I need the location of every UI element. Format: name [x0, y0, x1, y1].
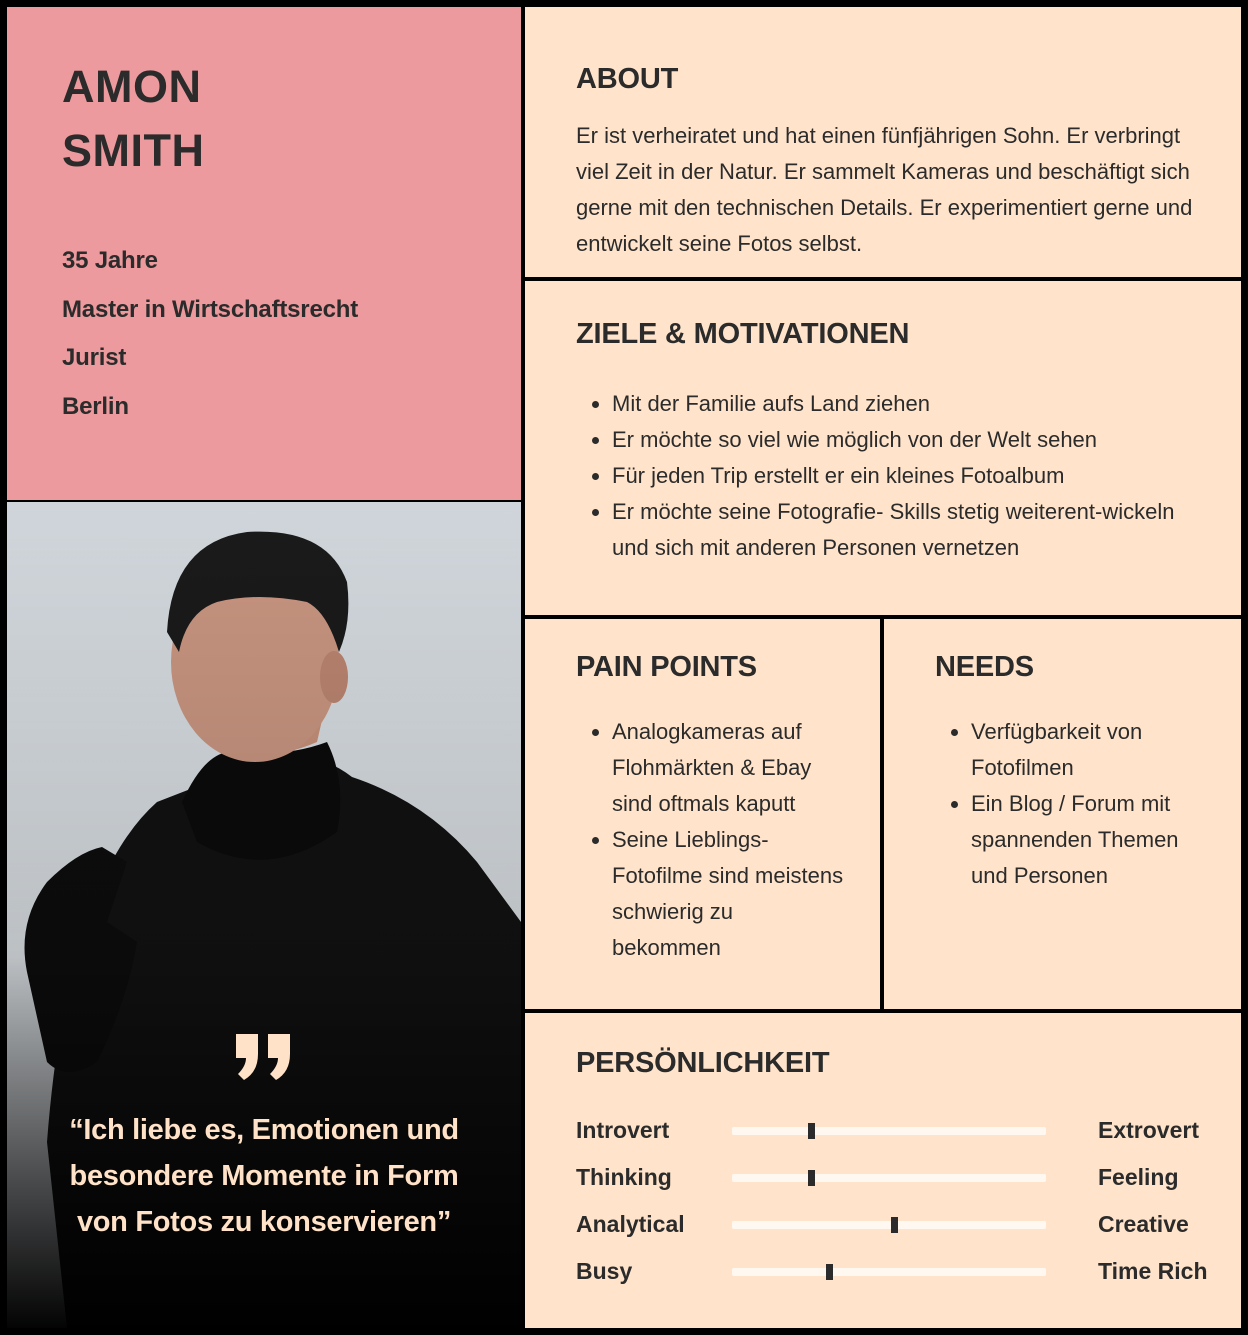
quote-mark-icon [7, 1030, 521, 1087]
goals-title: ZIELE & MOTIVATIONEN [576, 318, 910, 350]
pain-points-panel [525, 619, 880, 1009]
first-name: AMON [62, 61, 202, 112]
persona-quote: “Ich liebe es, Emotionen und besondere Momente in Form von Fotos zu konservieren” [69, 1114, 459, 1238]
personality-title: PERSÖNLICHKEIT [576, 1047, 830, 1079]
list-item: • Analogkameras auf Flohmärkten & Ebay sind oftmals kaputt [612, 714, 844, 822]
list-item: • Mit der Familie aufs Land ziehen [612, 386, 1192, 422]
list-item: • Für jeden Trip erstellt er ein kleines Fotoalbum [612, 458, 1192, 494]
about-title: ABOUT [576, 63, 679, 95]
fact-job: Jurist [62, 344, 127, 371]
list-item: • Seine Lieblings-Fotofilme sind meistens schwierig zu bekommen [612, 822, 844, 966]
trait-right-label: Extrovert [1098, 1117, 1199, 1143]
goals-list [576, 386, 1192, 566]
trait-row-introvert-extrovert [576, 1115, 1241, 1145]
about-text: Er ist verheiratet und hat einen fünfjährigen Sohn. Er verbringt viel Zeit in der Natur. Er sammelt Kameras und beschäftigt sich gerne mit den technischen Details. Er experimentiert gerne und entwickelt seine Fotos selbst. [576, 123, 1193, 256]
pain-points-list [576, 714, 844, 966]
slider-knob [826, 1264, 833, 1280]
trait-left-label: Introvert [576, 1117, 670, 1143]
trait-left-label: Thinking [576, 1164, 672, 1190]
needs-title: NEEDS [935, 651, 1034, 683]
list-item: • Er möchte seine Fotografie- Skills stetig weiterent-wickeln und sich mit anderen Personen vernetzen [612, 494, 1192, 566]
trait-right-label: Feeling [1098, 1164, 1179, 1190]
trait-left-label: Analytical [576, 1211, 685, 1237]
trait-row-thinking-feeling [576, 1162, 1241, 1192]
fact-education: Master in Wirtschaftsrecht [62, 295, 358, 323]
trait-row-analytical-creative [576, 1209, 1241, 1239]
list-item: • Verfügbarkeit von Fotofilmen [971, 714, 1211, 786]
about-panel [525, 7, 1241, 277]
pain-points-title: PAIN POINTS [576, 651, 757, 683]
facts-list [62, 237, 521, 431]
slider-knob [891, 1217, 898, 1233]
goals-panel [525, 281, 1241, 615]
fact-city: Berlin [62, 392, 129, 420]
persona-photo [7, 502, 521, 1328]
trait-slider [732, 1127, 1046, 1135]
identity-panel [7, 7, 521, 500]
slider-knob [808, 1170, 815, 1186]
last-name: SMITH [62, 125, 205, 176]
fact-age: 35 Jahre [62, 247, 158, 274]
list-item: • Er möchte so viel wie möglich von der Welt sehen [612, 422, 1192, 458]
trait-slider [732, 1268, 1046, 1276]
trait-right-label: Creative [1098, 1211, 1189, 1237]
trait-right-label: Time Rich [1098, 1258, 1208, 1284]
needs-panel [884, 619, 1241, 1009]
list-item: • Ein Blog / Forum mit spannenden Themen und Personen [971, 786, 1211, 894]
trait-row-busy-time-rich [576, 1256, 1241, 1286]
trait-left-label: Busy [576, 1258, 633, 1284]
trait-slider [732, 1221, 1046, 1229]
slider-knob [808, 1123, 815, 1139]
personality-panel [525, 1013, 1241, 1328]
trait-slider [732, 1174, 1046, 1182]
needs-list [935, 714, 1211, 894]
